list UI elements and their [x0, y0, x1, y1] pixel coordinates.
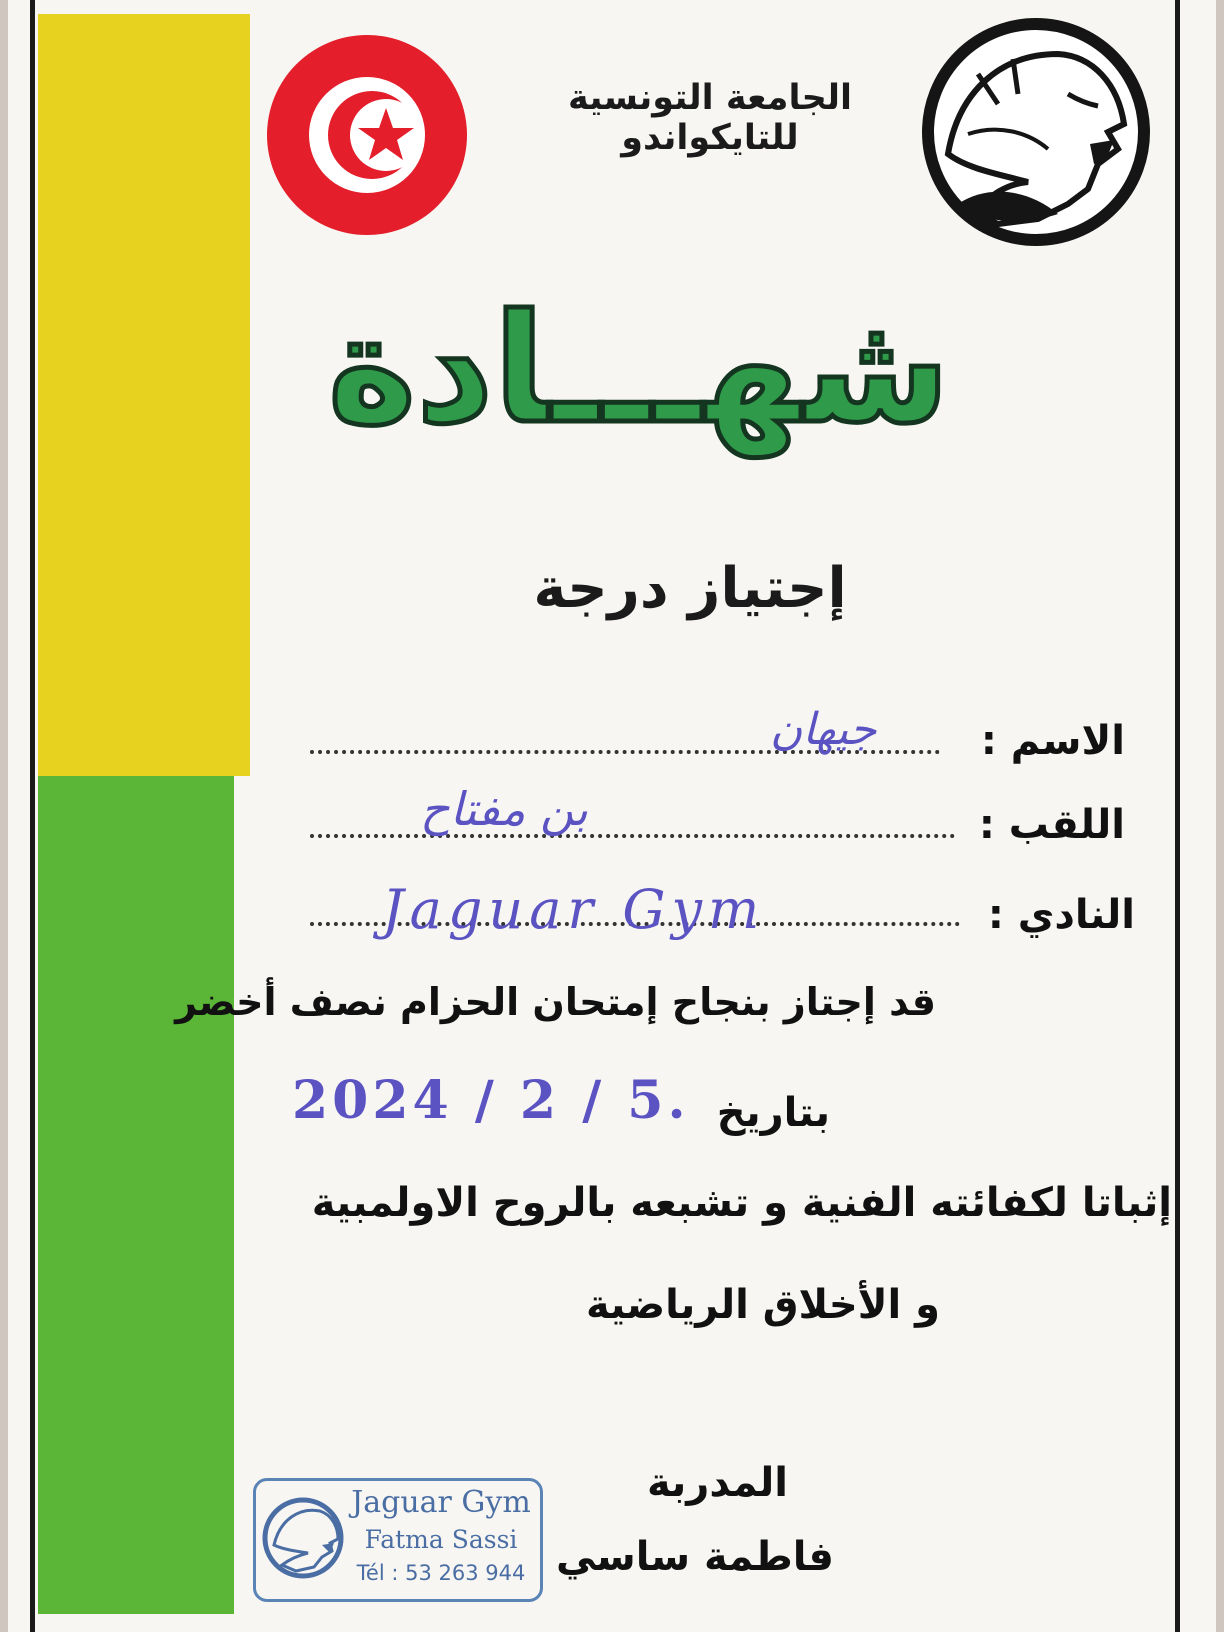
coach-role: المدربة [647, 1460, 788, 1506]
tunisia-flag-icon [262, 30, 472, 240]
coach-name: فاطمة ساسي [555, 1534, 834, 1580]
certificate-subtitle: إجتياز درجة [533, 556, 847, 621]
surname-row [310, 782, 1125, 862]
name-row [310, 704, 1125, 778]
jaguar-head-icon [918, 14, 1154, 250]
stamp-club-name: Jaguar Gym [351, 1485, 531, 1520]
federation-name [540, 78, 880, 158]
name-label: الاسم : [980, 718, 1125, 764]
stamp-phone: Tél : 53 263 944 [356, 1561, 526, 1585]
stamp-jaguar-icon [260, 1495, 346, 1581]
surname-label: اللقب : [978, 802, 1125, 848]
date-label: بتاريخ [716, 1090, 830, 1136]
surname-dotted-line [310, 834, 955, 838]
club-stamp [253, 1478, 543, 1602]
surname-value: بن مفتاح [420, 782, 588, 836]
date-value: 2024 / 2 / 5. [292, 1070, 690, 1131]
federation-line-2: للتايكواندو [621, 118, 799, 158]
name-value: جيهان [770, 704, 877, 755]
passed-belt-line: قد إجتاز بنجاح إمتحان الحزام نصف أخضر [175, 980, 936, 1024]
green-band [38, 776, 234, 1614]
club-value: Jaguar Gym [382, 878, 766, 941]
club-label: النادي : [987, 892, 1135, 938]
yellow-band [38, 14, 250, 776]
certificate-title: شهـــادة [327, 283, 950, 457]
stamp-owner-name: Fatma Sassi [364, 1525, 518, 1554]
ethics-line: و الأخلاق الرياضية [585, 1282, 940, 1328]
club-row [310, 878, 1135, 952]
proof-line: إثباتا لكفائته الفنية و تشبعه بالروح الاولمبية [311, 1180, 1172, 1226]
federation-line-1: الجامعة التونسية [568, 78, 852, 118]
